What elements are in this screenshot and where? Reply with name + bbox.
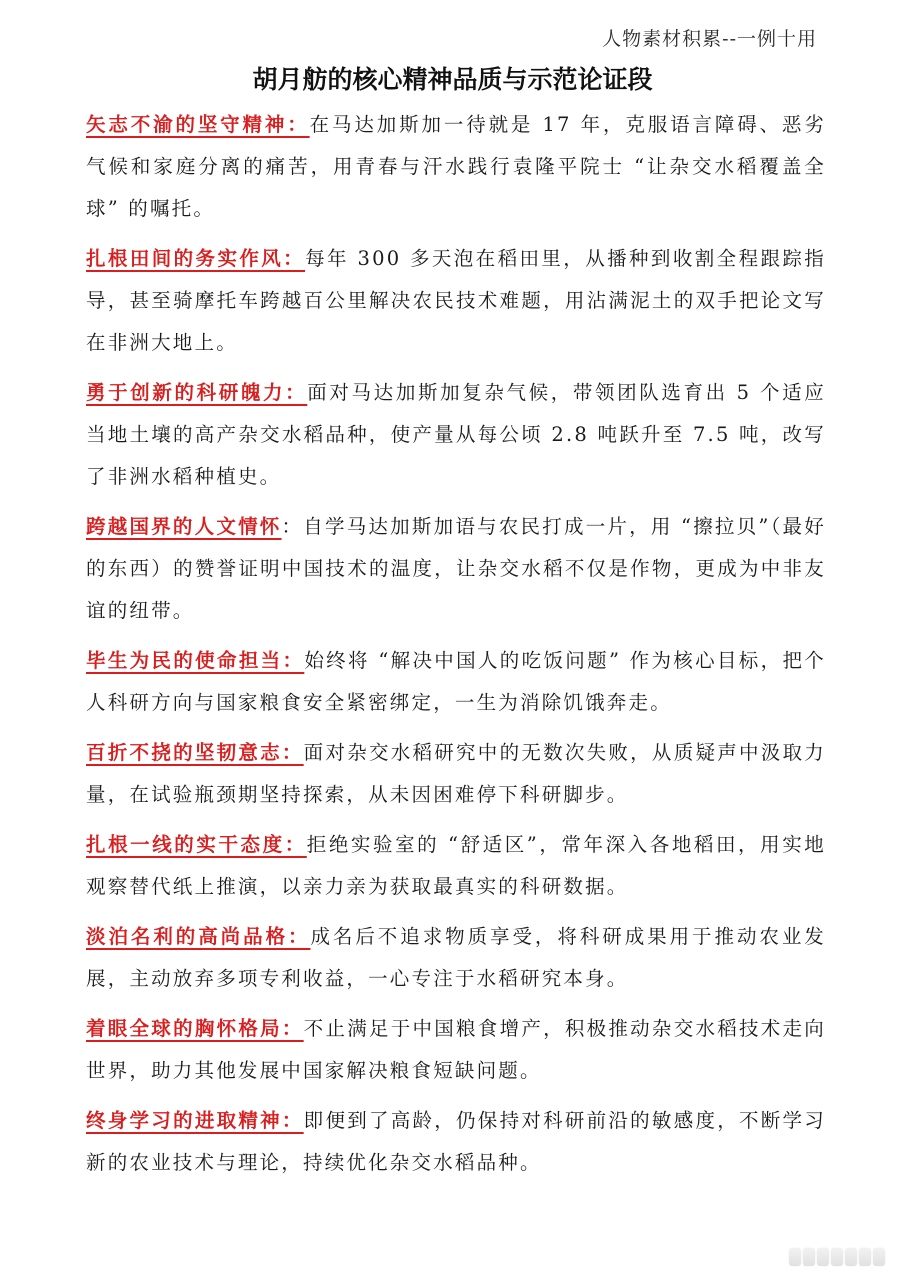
header-note: 人物素材积累--一例十用 bbox=[602, 28, 817, 50]
paragraph-heading: 毕生为民的使命担当： bbox=[86, 649, 305, 672]
watermark-glyph bbox=[845, 1248, 857, 1266]
paragraph bbox=[86, 640, 826, 724]
page-title: 胡月舫的核心精神品质与示范论证段 bbox=[252, 65, 653, 94]
paragraph-text: 面对马达加斯加复杂气候，带领团队选育出 5 个适应当地土壤的高产杂交水稻品种，使产量从每公顷 2.8 吨跃升至 7.5 吨，改写了非洲水稻种植史。 bbox=[86, 381, 826, 488]
paragraph-heading: 扎根一线的实干态度： bbox=[86, 833, 307, 856]
paragraph bbox=[86, 1008, 826, 1092]
paragraph-heading: 淡泊名利的高尚品格： bbox=[86, 925, 311, 948]
paragraph bbox=[86, 506, 826, 632]
paragraph-text: 面对杂交水稻研究中的无数次失败，从质疑声中汲取力量，在试验瓶颈期坚持探索，从未因困难停下科研脚步。 bbox=[86, 741, 826, 806]
paragraph-text: 在马达加斯加一待就是 17 年，克服语言障碍、恶劣气候和家庭分离的痛苦，用青春与汗水践行袁隆平院士 “让杂交水稻覆盖全球” 的嘱托。 bbox=[86, 113, 826, 220]
paragraph-text: ：自学马达加斯加语与农民打成一片，用 “擦拉贝”（最好的东西）的赞誉证明中国技术的温度，让杂交水稻不仅是作物，更成为中非友谊的纽带。 bbox=[86, 515, 826, 622]
paragraph-text: 始终将 “解决中国人的吃饭问题” 作为核心目标，把个人科研方向与国家粮食安全紧密绑定，一生为消除饥饿奔走。 bbox=[86, 649, 826, 714]
paragraph-text: 即便到了高龄，仍保持对科研前沿的敏感度，不断学习新的农业技术与理论，持续优化杂交水稻品种。 bbox=[86, 1109, 826, 1174]
watermark-logo bbox=[789, 1248, 885, 1266]
paragraph bbox=[86, 824, 826, 908]
paragraph-heading: 百折不挠的坚韧意志： bbox=[86, 741, 304, 764]
paragraph-heading: 矢志不渝的坚守精神： bbox=[86, 113, 310, 136]
watermark-glyph bbox=[803, 1248, 815, 1266]
watermark-glyph bbox=[873, 1248, 885, 1266]
paragraph-text: 每年 300 多天泡在稻田里，从播种到收割全程跟踪指导，甚至骑摩托车跨越百公里解决农民技术难题，用沾满泥土的双手把论文写在非洲大地上。 bbox=[86, 247, 826, 354]
paragraph-heading: 跨越国界的人文情怀 bbox=[86, 515, 282, 538]
paragraph bbox=[86, 732, 826, 816]
paragraph-text: 拒绝实验室的 “舒适区”，常年深入各地稻田，用实地观察替代纸上推演，以亲力亲为获取最真实的科研数据。 bbox=[86, 833, 826, 898]
watermark-glyph bbox=[831, 1248, 843, 1266]
paragraph-heading: 着眼全球的胸怀格局： bbox=[86, 1017, 304, 1040]
watermark-glyph bbox=[817, 1248, 829, 1266]
paragraph bbox=[86, 916, 826, 1000]
paragraph bbox=[86, 1100, 826, 1184]
paragraph-heading: 勇于创新的科研魄力： bbox=[86, 381, 308, 404]
paragraph-heading: 扎根田间的务实作风： bbox=[86, 247, 306, 270]
paragraph-text: 成名后不追求物质享受，将科研成果用于推动农业发展，主动放弃多项专利收益，一心专注于水稻研究本身。 bbox=[86, 925, 826, 990]
paragraph-text: 不止满足于中国粮食增产，积极推动杂交水稻技术走向世界，助力其他发展中国家解决粮食短缺问题。 bbox=[86, 1017, 826, 1082]
watermark-glyph bbox=[859, 1248, 871, 1266]
paragraph-heading: 终身学习的进取精神： bbox=[86, 1109, 304, 1132]
paragraph bbox=[86, 372, 826, 498]
document-body bbox=[86, 104, 826, 1192]
paragraph bbox=[86, 238, 826, 364]
paragraph bbox=[86, 104, 826, 230]
watermark-glyph bbox=[789, 1248, 801, 1266]
